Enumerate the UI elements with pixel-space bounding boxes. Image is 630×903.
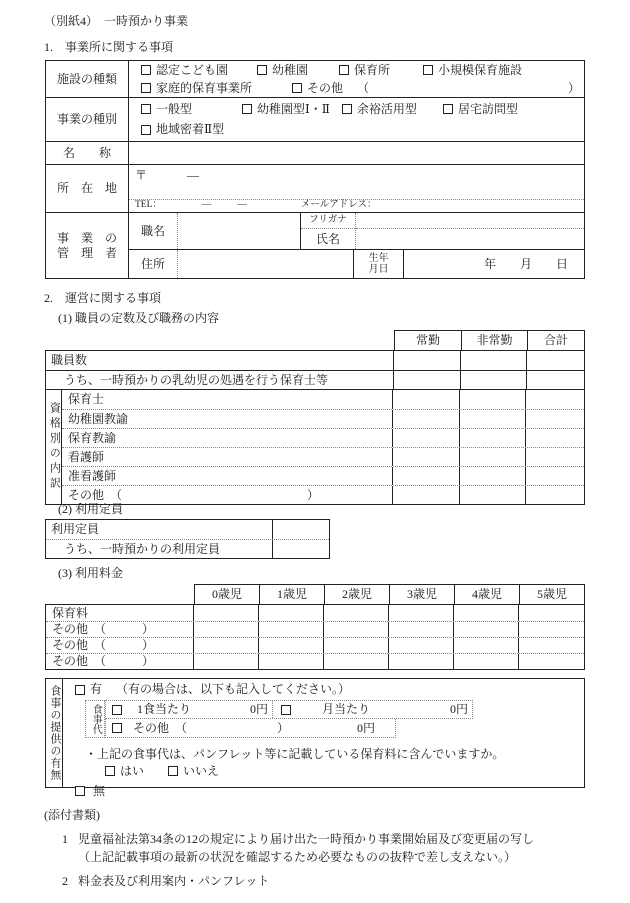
attachment-1-note: （上記記載事項の最新の状況を確認するため必要なものの抜粋で差し支えない。） [78, 850, 517, 864]
meal-other-value: 0円 [356, 720, 375, 735]
meal-other-label: その他 （ [133, 720, 188, 735]
temp-capacity-label: うち、一時預かりの利用定員 [46, 540, 273, 558]
per-month-value: 0円 [449, 702, 468, 716]
section1-heading: 1. 事業所に関する事項 [44, 40, 174, 54]
staff-count-label: 職員数 [46, 351, 394, 370]
fees-table [45, 584, 585, 670]
meal-yes-checkbox[interactable] [105, 766, 115, 776]
temp-care-staff-row [46, 370, 584, 389]
meal-none-checkbox[interactable] [75, 786, 85, 796]
capacity-row [46, 520, 329, 539]
manager-furigana-label: フリガナ [301, 213, 355, 229]
postal-line[interactable] [129, 165, 584, 182]
birth-label-line1: 生年 [368, 253, 389, 264]
fee-other-row-1: その他 （ ） [46, 621, 584, 637]
page-title: （別紙4） 一時預かり事業 [44, 14, 189, 28]
meal-included-no: いいえ [168, 764, 219, 778]
attachment-item-1 [44, 832, 588, 847]
qual-row-jun-kangoshi: 准看護師 [62, 466, 584, 485]
per-meal-checkbox[interactable] [112, 705, 122, 715]
meal-has-note: （有の場合は、以下も記入してください。） [116, 682, 351, 696]
qual-row-kyoyu: 幼稚園教諭 [62, 409, 584, 428]
facility-option-home-based: 家庭的保育事業所 [141, 81, 252, 96]
facility-other-checkbox[interactable] [292, 83, 302, 93]
capacity-value-cell[interactable] [273, 520, 329, 539]
address-label: 所 在 地 [46, 165, 129, 212]
staff-count-total-cell[interactable] [527, 351, 584, 370]
capacity-table [45, 519, 330, 559]
facility-type-row [46, 61, 584, 97]
staff-table-heading: (1) 職員の定数及び職務の内容 [58, 311, 219, 325]
email-label: メールアドレス： [300, 200, 377, 211]
business-option-kindergarten-type: 幼稚園型Ⅰ・Ⅱ [242, 102, 330, 117]
capacity-label: 利用定員 [46, 520, 273, 539]
facility-option-small-scale: 小規模保育施設 [423, 63, 522, 78]
per-month-label: 月当たり [322, 702, 371, 716]
postal-mark: 〒 [135, 167, 148, 182]
business-option-home-visit: 居宅訪問型 [443, 102, 518, 117]
col-total: 合計 [543, 333, 568, 347]
col-age-5: 5歳児 [536, 587, 567, 601]
qual-row-hoikushi: 保育士 [62, 390, 584, 409]
childcare-fee-row [46, 605, 584, 621]
facility-type-label: 施設の種類 [46, 61, 129, 97]
facility-option-other: その他 [292, 81, 343, 96]
meal-vertical-label: 食事の提供の有無 [48, 685, 61, 781]
meal-has-option: 有 [75, 682, 102, 697]
manager-job-value-cell[interactable] [178, 213, 301, 249]
attachments-section [44, 808, 588, 889]
facility-other-paren-open: （ [357, 80, 370, 95]
meal-has-checkbox[interactable] [75, 685, 85, 695]
manager-label-line1: 事 業 の [56, 230, 117, 245]
surplus-type-checkbox[interactable] [342, 104, 352, 114]
certified-center-checkbox[interactable] [141, 65, 151, 75]
col-fulltime: 常勤 [395, 331, 462, 350]
fee-other-row-3: その他 （ ） [46, 653, 584, 669]
manager-address-value-cell[interactable] [178, 250, 354, 278]
kindergarten-type-checkbox[interactable] [242, 104, 252, 114]
name-row [46, 141, 584, 164]
name-value-cell[interactable] [129, 142, 584, 164]
tel-label: TEL： [135, 200, 162, 211]
home-visit-checkbox[interactable] [443, 104, 453, 114]
business-option-surplus: 余裕活用型 [342, 102, 417, 117]
business-type-row [46, 97, 584, 141]
facility-option-certified-center: 認定こども園 [141, 63, 228, 78]
col-age-4: 4歳児 [455, 585, 520, 604]
small-scale-checkbox[interactable] [423, 65, 433, 75]
fees-heading: (3) 利用料金 [58, 566, 123, 580]
facility-option-kindergarten: 幼稚園 [257, 63, 308, 78]
per-meal-label: 1食当たり [137, 702, 192, 716]
manager-row [46, 212, 584, 278]
col-age-2: 2歳児 [325, 585, 390, 604]
meal-included-question: ・上記の食事代は、パンフレット等に記載している保育料に含んでいますか。 [85, 747, 505, 761]
facility-other-paren-close: ） [567, 80, 580, 95]
temp-capacity-value-cell[interactable] [273, 540, 329, 558]
manager-furigana-value-cell[interactable] [356, 213, 584, 229]
business-type-label: 事業の種別 [46, 98, 129, 141]
qual-row-other: その他 （ ） [62, 485, 584, 504]
temp-care-fulltime-cell[interactable] [394, 371, 461, 389]
tel-line[interactable] [129, 199, 584, 212]
fee-other-row-2: その他 （ ） [46, 637, 584, 653]
meal-no-checkbox[interactable] [168, 766, 178, 776]
manager-address-label: 住所 [129, 250, 178, 278]
manager-name-value-cell[interactable] [356, 229, 584, 249]
home-based-checkbox[interactable] [141, 83, 151, 93]
name-label: 名 称 [46, 142, 129, 164]
general-type-checkbox[interactable] [141, 104, 151, 114]
col-age-1: 1歳児 [260, 585, 325, 604]
meal-provision-box [45, 678, 585, 798]
staff-count-parttime-cell[interactable] [461, 351, 527, 370]
qual-row-kangoshi: 看護師 [62, 447, 584, 466]
manager-name-label: 氏名 [315, 231, 340, 246]
meal-included-yes: はい [105, 764, 144, 778]
meal-fee-vertical-label: 食事代 [90, 704, 102, 734]
col-age-0: 0歳児 [195, 585, 260, 604]
temp-care-total-cell[interactable] [527, 371, 584, 389]
staff-count-row [46, 351, 584, 370]
per-month-checkbox[interactable] [281, 705, 291, 715]
qual-row-hoiku-kyoyu: 保育教諭 [62, 428, 584, 447]
col-parttime: 非常勤 [462, 331, 528, 350]
business-option-community-ii: 地域密着Ⅱ型 [141, 122, 224, 137]
temp-capacity-row [46, 539, 329, 558]
staff-table [45, 330, 585, 505]
manager-label-line2: 管 理 者 [56, 245, 117, 260]
office-info-table [45, 60, 585, 279]
meal-other-paren-close: ） [277, 720, 290, 735]
attachment-1-text: 児童福祉法第34条の12の規定により届け出た一時預かり事業開始届及び変更届の写し [78, 832, 535, 846]
business-option-general: 一般型 [141, 102, 192, 117]
kindergarten-checkbox[interactable] [257, 65, 267, 75]
capacity-heading: (2) 利用定員 [58, 502, 123, 516]
col-age-3: 3歳児 [390, 585, 455, 604]
temp-care-parttime-cell[interactable] [461, 371, 527, 389]
facility-option-nursery: 保育所 [339, 63, 390, 78]
attachment-2-text: 料金表及び利用案内・パンフレット [78, 874, 270, 888]
childcare-fee-label: 保育料 [46, 605, 194, 621]
birth-date-value[interactable]: 年 月 日 [483, 256, 568, 271]
address-blank-area[interactable] [129, 182, 584, 199]
address-row [46, 164, 584, 212]
attachment-2-number: 2 [62, 874, 68, 888]
attachments-heading: (添付書類) [44, 808, 100, 822]
per-meal-value: 0円 [249, 702, 268, 716]
meal-fee-box [85, 700, 473, 738]
postal-dash: — [187, 167, 200, 182]
tel-dash-2: — [237, 200, 247, 211]
temp-care-staff-label: うち、一時預かりの乳幼児の処遇を行う保育士等 [46, 371, 394, 389]
qualification-vertical-label: 資格別の内訳 [48, 402, 61, 492]
nursery-checkbox[interactable] [339, 65, 349, 75]
tel-dash-1: — [201, 200, 212, 211]
attachment-1-number: 1 [62, 832, 68, 846]
birth-label-line2: 月日 [368, 264, 389, 275]
staff-count-fulltime-cell[interactable] [394, 351, 461, 370]
community-ii-checkbox[interactable] [141, 125, 151, 135]
attachment-item-2 [44, 874, 588, 889]
section2-heading: 2. 運営に関する事項 [44, 291, 162, 305]
meal-none-option: 無 [75, 784, 105, 798]
manager-job-label: 職名 [129, 213, 178, 249]
meal-other-checkbox[interactable] [112, 723, 122, 733]
